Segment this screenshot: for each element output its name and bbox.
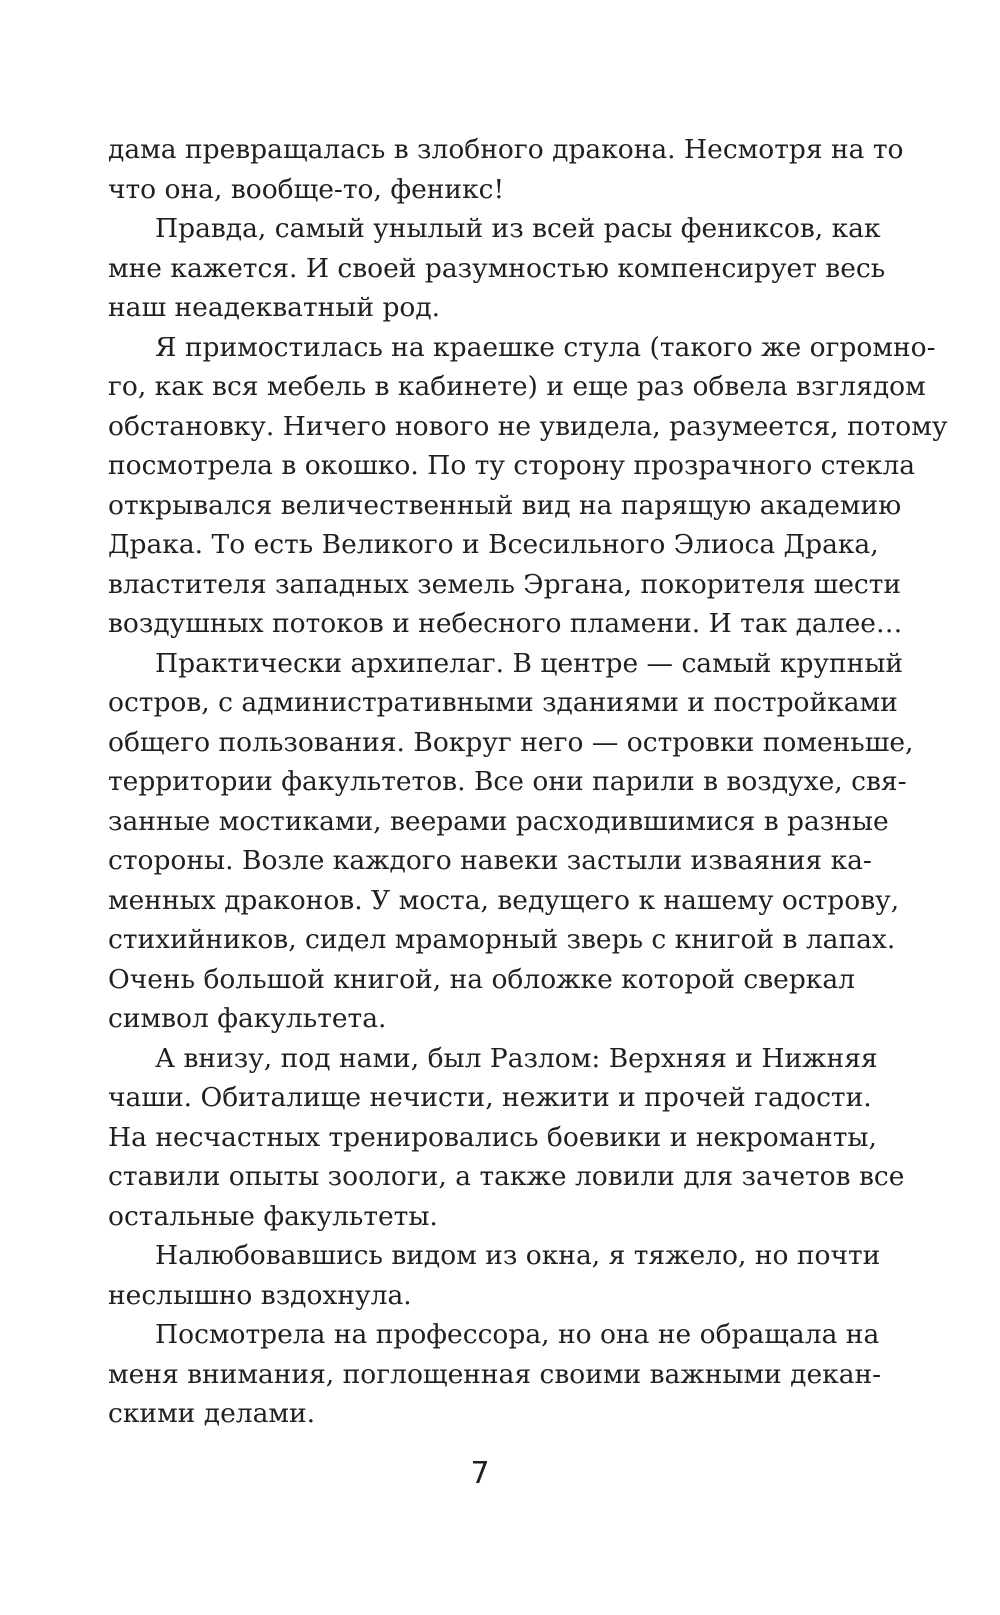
text-line: го, как вся мебель в кабинете) и еще раз обвела взглядом bbox=[108, 371, 926, 402]
paragraph-first-line: Правда, самый унылый из всей расы фениксов, как bbox=[155, 213, 881, 244]
text-line: меня внимания, поглощенная своими важными декан- bbox=[108, 1358, 882, 1390]
page-number: 7 bbox=[470, 1456, 490, 1491]
text-line: наш неадекватный род. bbox=[108, 292, 441, 323]
paragraph-first-line: Посмотрела на профессора, но она не обращала на bbox=[155, 1319, 880, 1350]
text-line: ставили опыты зоологи, а также ловили для зачетов все bbox=[108, 1161, 905, 1192]
text-line: открывался величественный вид на парящую академию bbox=[108, 489, 902, 521]
text-line: остальные факультеты. bbox=[108, 1200, 438, 1232]
text-line: территории факультетов. Все они парили в воздухе, свя- bbox=[108, 766, 907, 797]
text-line: общего пользования. Вокруг него — островки поменьше, bbox=[108, 726, 914, 758]
paragraph-first-line: Я примостилась на краешке стула (такого же огромно- bbox=[155, 331, 936, 363]
text-line: обстановку. Ничего нового не увидела, разумеется, потому bbox=[108, 410, 948, 442]
body-text bbox=[108, 130, 948, 1434]
text-line: воздушных потоков и небесного пламени. И так далее… bbox=[108, 608, 903, 639]
text-line: стихийников, сидел мраморный зверь с книгой в лапах. bbox=[108, 924, 896, 955]
paragraph-first-line: А внизу, под нами, был Разлом: Верхняя и Нижняя bbox=[155, 1042, 878, 1074]
text-line: дама превращалась в злобного дракона. Несмотря на то bbox=[108, 134, 904, 165]
text-line: Драка. То есть Великого и Всесильного Элиоса Драка, bbox=[108, 529, 879, 560]
text-line: неслышно вздохнула. bbox=[108, 1279, 412, 1311]
text-line: чаши. Обиталище нечисти, нежити и прочей гадости. bbox=[108, 1082, 872, 1113]
text-line: стороны. Возле каждого навеки застыли изваяния ка- bbox=[108, 845, 872, 876]
text-line: что она, вообще-то, феникс! bbox=[108, 173, 505, 205]
paragraph-first-line: Налюбовавшись видом из окна, я тяжело, но почти bbox=[155, 1240, 881, 1271]
paragraph-first-line: Практически архипелаг. В центре — самый крупный bbox=[155, 647, 904, 679]
text-line: Очень большой книгой, на обложке которой сверкал bbox=[108, 963, 855, 995]
text-line: скими делами. bbox=[108, 1398, 316, 1429]
text-line: занные мостиками, веерами расходившимися в разные bbox=[108, 805, 889, 837]
text-line: На несчастных тренировались боевики и некроманты, bbox=[108, 1121, 877, 1153]
text-line: остров, с административными зданиями и постройками bbox=[108, 687, 898, 718]
text-line: мне кажется. И своей разумностью компенсирует весь bbox=[108, 252, 886, 284]
text-line: властителя западных земель Эргана, покорителя шести bbox=[108, 568, 902, 600]
text-line: менных драконов. У моста, ведущего к нашему острову, bbox=[108, 884, 900, 916]
text-line: посмотрела в окошко. По ту сторону прозрачного стекла bbox=[108, 450, 915, 481]
text-line: символ факультета. bbox=[108, 1003, 387, 1034]
